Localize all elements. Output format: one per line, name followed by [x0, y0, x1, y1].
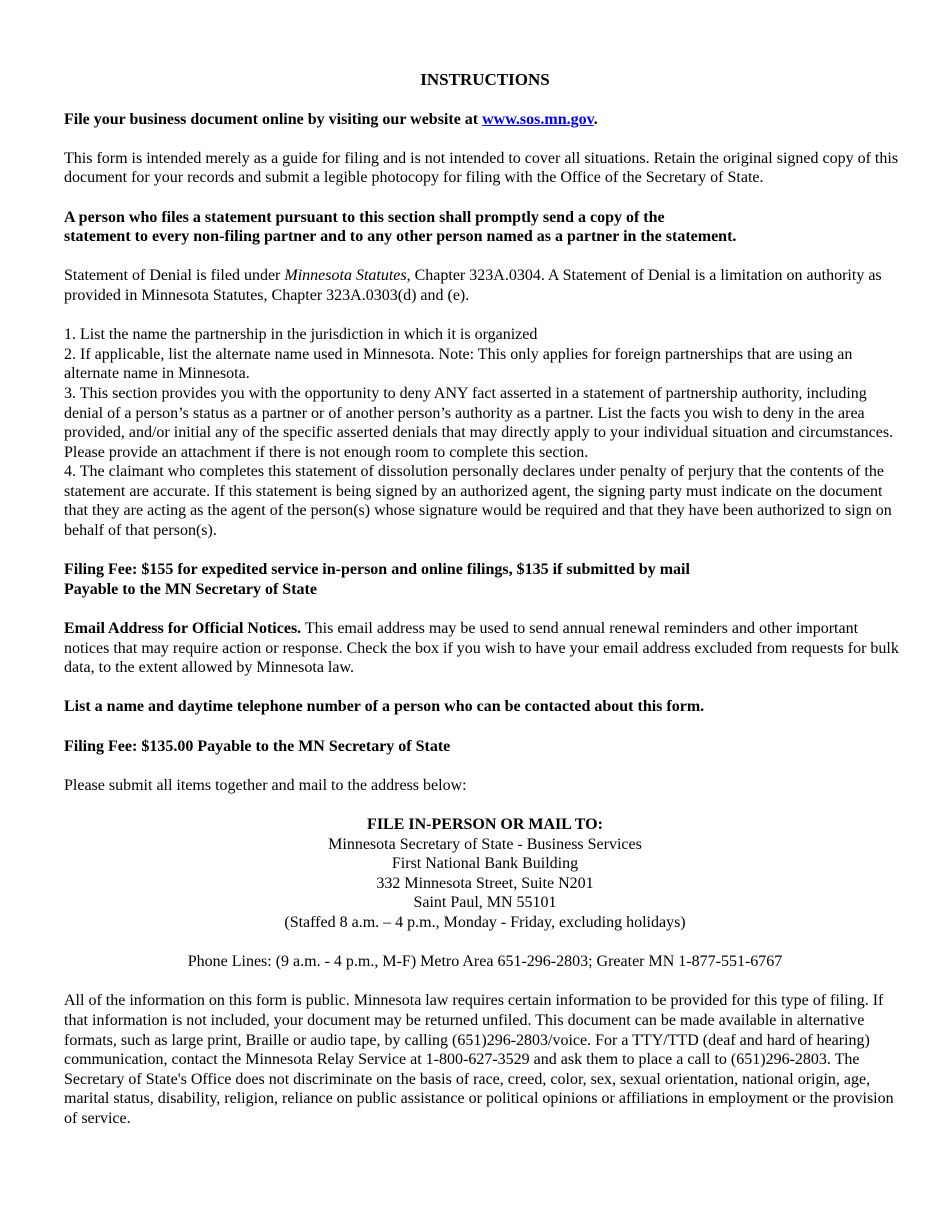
- mailing-address: [64, 815, 906, 933]
- filing-fee-mail: Filing Fee: $135.00 Payable to the MN Secretary of State: [64, 737, 451, 755]
- contact-note: List a name and daytime telephone number of a person who can be contacted about this form.: [64, 698, 705, 716]
- online-filing-prefix: File your business document online by visiting our website at: [64, 110, 483, 128]
- online-filing-note: [64, 110, 906, 130]
- email-label: Email Address for Official Notices.: [64, 620, 302, 638]
- email-paragraph: [64, 619, 906, 678]
- partner-notice-line2: statement to every non-filing partner and to any other person named as a partner in the statement.: [64, 228, 737, 246]
- list-item: 3. This section provides you with the opportunity to deny ANY fact asserted in a statement of partnership authority, including denial of a person’s status as a partner or of another person’s authority as a partner. List the facts you wish to deny in the area provided, and/or initial any of the specific asserted denials that may directly apply to your individual situation and circumstances. Please provide an attachment if there is not enough room to complete this section.: [64, 384, 894, 461]
- address-line: First National Bank Building: [391, 855, 579, 873]
- partner-notice: [64, 208, 906, 247]
- intro-paragraph: This form is intended merely as a guide for filing and is not intended to cover all situations. Retain the original signed copy of this document for your records and submit a legible photocopy for filing with the Office of the Secretary of State.: [64, 149, 899, 187]
- filing-fee-line2: Payable to the MN Secretary of State: [64, 580, 317, 598]
- website-link[interactable]: www.sos.mn.gov: [482, 110, 594, 128]
- filing-fee-expedited: [64, 560, 906, 599]
- instructions-page: [64, 70, 906, 1148]
- online-filing-suffix: .: [593, 110, 598, 128]
- list-item: 1. List the name the partnership in the jurisdiction in which it is organized: [64, 326, 538, 344]
- email-text: This email address may be used to send annual renewal reminders and other important notices that may require action or response. Check the box if you wish to have your email address excluded from requests for bulk data, to the extent allowed by Minnesota law.: [64, 620, 899, 677]
- address-line: 332 Minnesota Street, Suite N201: [376, 874, 594, 892]
- address-line: Saint Paul, MN 55101: [413, 894, 557, 912]
- statute-post: , Chapter 323A.0304. A Statement of Denial is a limitation on authority as provided in Minnesota Statutes, Chapter 323A.0303(d) and (e).: [64, 267, 882, 304]
- phone-lines: Phone Lines: (9 a.m. - 4 p.m., M-F) Metro Area 651-296-2803; Greater MN 1-877-551-6767: [187, 953, 783, 971]
- partner-notice-line1: A person who files a statement pursuant to this section shall promptly send a copy of the: [64, 208, 665, 226]
- instruction-list: [64, 325, 906, 541]
- submit-note: Please submit all items together and mail to the address below:: [64, 776, 467, 794]
- statute-paragraph: [64, 266, 906, 305]
- statute-pre: Statement of Denial is filed under: [64, 267, 285, 285]
- mail-heading: FILE IN-PERSON OR MAIL TO:: [367, 815, 603, 833]
- address-line: Minnesota Secretary of State - Business Services: [328, 835, 642, 853]
- filing-fee-line1: Filing Fee: $155 for expedited service in-person and online filings, $135 if submitted by mail: [64, 561, 690, 579]
- list-item: 4. The claimant who completes this statement of dissolution personally declares under penalty of perjury that the contents of the statement are accurate. If this statement is being signed by an authorized agent, the signing party must indicate on the document that they are acting as the agent of the person(s) whose signature would be required and that they have been authorized to sign on behalf of that person(s).: [64, 463, 892, 540]
- office-hours: (Staffed 8 a.m. – 4 p.m., Monday - Friday, excluding holidays): [284, 913, 686, 931]
- public-info-paragraph: All of the information on this form is public. Minnesota law requires certain information to be provided for this type of filing. If that information is not included, your document may be returned unfiled. This document can be made available in alternative formats, such as large print, Braille or audio tape, by calling (651)296-2803/voice. For a TTY/TTD (deaf and hard of hearing) communication, contact the Minnesota Relay Service at 1-800-627-3529 and ask them to place a call to (651)296-2803. The Secretary of State's Office does not discriminate on the basis of race, creed, color, sex, sexual orientation, national origin, age, marital status, disability, religion, reliance on public assistance or political opinions or affiliations in employment or the provision of service.: [64, 992, 894, 1127]
- page-title: INSTRUCTIONS: [420, 70, 550, 89]
- statute-italic: Minnesota Statutes: [284, 267, 407, 285]
- list-item: 2. If applicable, list the alternate name used in Minnesota. Note: This only applies for foreign partnerships that are using an alternate name in Minnesota.: [64, 345, 853, 383]
